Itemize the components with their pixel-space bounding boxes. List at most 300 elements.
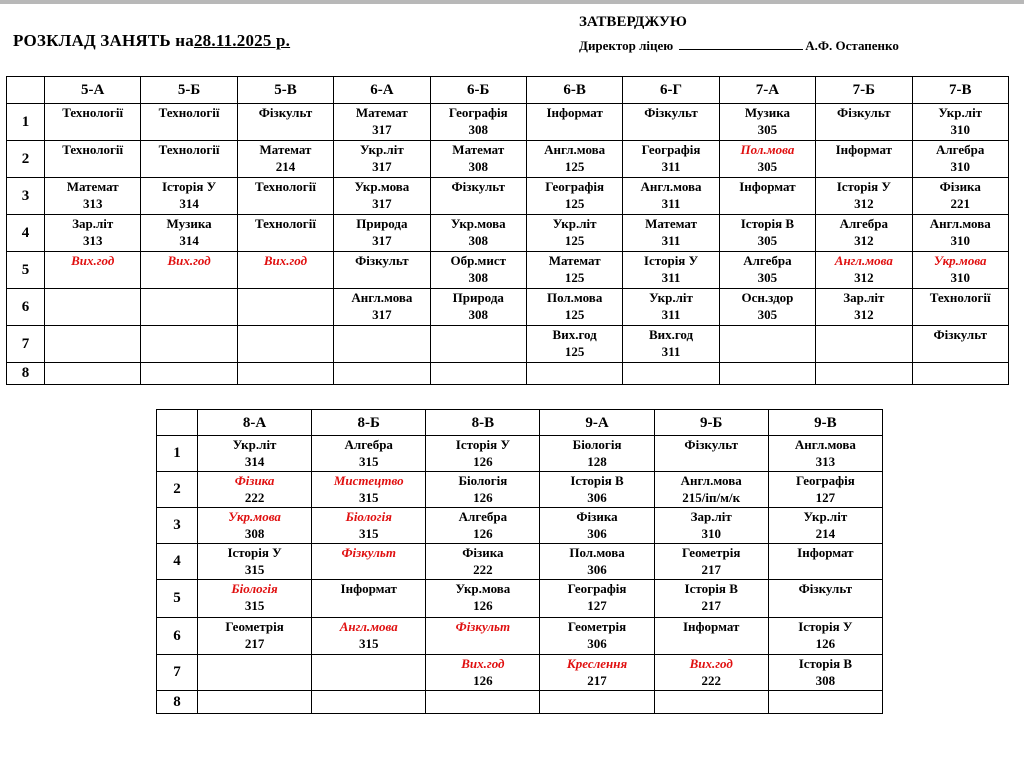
schedule-cell [45,141,141,178]
subject-name: Англ.мова [680,473,742,488]
subject-name: Укр.мова [933,253,987,268]
room-number: 125 [564,270,585,285]
subject-name: Природа [452,290,504,305]
schedule-cell [912,104,1008,141]
schedule-cell [141,104,237,141]
subject-name: Зар.літ [843,290,885,305]
subject-name: Історія В [570,473,624,488]
room-number: 125 [564,196,585,211]
room-number: 315 [358,526,379,541]
schedule-cell [198,618,312,655]
subject-name: Пол.мова [569,545,625,560]
schedule-cell [526,104,622,141]
room-number: 308 [468,307,488,322]
schedule-cell [141,289,237,326]
room-number: 126 [473,526,493,541]
room-number: 305 [757,122,778,137]
lesson-row [157,580,883,618]
room-number: 310 [950,159,970,174]
schedule-cell [45,326,141,363]
subject-name: Алгебра [936,142,985,157]
room-number: 308 [468,233,488,248]
subject-name: Алгебра [344,437,393,452]
subject-name: Вих.год [461,656,505,671]
subject-name: Вих.год [689,656,733,671]
lesson-row [7,104,1009,141]
schedule-cell [540,655,654,691]
subject-name: Англ.мова [544,142,606,157]
subject-name: Зар.літ [72,216,114,231]
schedule-cell [426,580,540,618]
schedule-cell [334,215,430,252]
schedule-cell [768,691,882,714]
subject-name: Пол.мова [546,290,603,305]
schedule-date: 28.11.2025 р. [193,31,291,50]
schedule-cell [312,655,426,691]
schedule-cell [198,436,312,472]
room-number: 128 [587,454,607,469]
room-number: 311 [661,270,681,285]
subject-name: Фізика [576,509,618,524]
schedule-table-grades-8-9 [156,409,883,714]
room-number: 126 [473,454,493,469]
room-number: 315 [358,636,379,651]
schedule-cell [654,472,768,508]
lesson-number: 4 [7,215,45,252]
lesson-number: 7 [157,655,198,691]
lesson-number: 6 [7,289,45,326]
room-number: 127 [587,598,607,613]
subject-name: Біологія [572,437,622,452]
schedule-cell [526,178,622,215]
subject-name: Вих.год [648,327,694,342]
room-number: 310 [950,270,970,285]
schedule-cell [426,544,540,580]
schedule-cell [430,215,526,252]
subject-name: Креслення [566,656,628,671]
subject-name: Історія У [798,619,853,634]
room-number: 308 [468,159,488,174]
subject-name: Історія У [161,179,217,194]
lesson-row [7,178,1009,215]
schedule-cell [430,363,526,385]
lesson-row [157,655,883,691]
subject-name: Зар.літ [690,509,732,524]
subject-name: Фізика [462,545,504,560]
schedule-cell [816,326,912,363]
schedule-cell [526,215,622,252]
room-number: 126 [473,490,493,505]
subject-name: Технології [255,216,316,231]
schedule-cell [912,326,1008,363]
lesson-number: 4 [157,544,198,580]
room-number: 315 [358,490,379,505]
schedule-cell [45,215,141,252]
room-number: 311 [661,307,681,322]
schedule-cell [198,544,312,580]
subject-name: Технології [929,290,991,305]
schedule-cell [912,363,1008,385]
class-header: 8-А [198,410,312,436]
schedule-cell [768,544,882,580]
room-number: 217 [244,636,265,651]
lesson-number: 3 [7,178,45,215]
schedule-cell [426,618,540,655]
subject-name: Англ.мова [640,179,702,194]
schedule-cell [623,141,719,178]
schedule-cell [654,436,768,472]
class-header: 6-А [334,77,430,104]
subject-name: Інформат [340,581,397,596]
subject-name: Інформат [835,142,893,157]
subject-name: Біологія [458,473,508,488]
lesson-number: 6 [157,618,198,655]
class-header: 7-Б [816,77,912,104]
lesson-row [7,141,1009,178]
subject-name: Геометрія [567,619,627,634]
room-number: 308 [815,673,836,688]
schedule-cell [719,289,815,326]
schedule-cell [540,472,654,508]
subject-name: Математ [259,142,312,157]
schedule-cell [237,104,333,141]
subject-name: Фізкульт [455,619,511,634]
class-header: 7-В [912,77,1008,104]
class-header: 6-Г [623,77,719,104]
subject-name: Фізкульт [684,437,738,452]
room-number: 125 [564,159,585,174]
schedule-cell [198,655,312,691]
schedule-cell [912,141,1008,178]
subject-name: Алгебра [743,253,792,268]
schedule-cell [526,252,622,289]
schedule-cell [430,104,526,141]
schedule-cell [334,289,430,326]
room-number: 217 [701,598,721,613]
subject-name: Історія В [684,581,738,596]
signature-blank [679,39,803,50]
schedule-cell [526,363,622,385]
room-number: 305 [757,233,778,248]
subject-name: Геометрія [682,545,741,560]
schedule-cell [198,508,312,544]
lesson-number: 2 [7,141,45,178]
room-number: 308 [468,270,488,285]
subject-name: Англ.мова [834,253,893,268]
schedule-cell [768,472,882,508]
schedule-cell [141,363,237,385]
subject-name: Алгебра [839,216,889,231]
subject-name: Географія [795,473,855,488]
room-number: 314 [179,233,199,248]
room-number: 126 [473,673,493,688]
room-number: 306 [587,526,607,541]
schedule-cell [334,363,430,385]
subject-name: Географія [641,142,701,157]
room-number: 125 [564,344,585,359]
subject-name: Інформат [546,105,603,120]
room-number: 214 [815,526,836,541]
lesson-number: 1 [7,104,45,141]
lesson-row [7,326,1009,363]
title-prefix: РОЗКЛАД ЗАНЯТЬ на [13,31,194,50]
lesson-row [157,544,883,580]
subject-name: Осн.здор [741,290,794,305]
lesson-number: 7 [7,326,45,363]
room-number: 215/іп/м/к [682,490,741,505]
subject-name: Фізкульт [933,327,987,342]
subject-name: Математ [645,216,697,231]
subject-name: Укр.мова [228,509,281,524]
room-number: 306 [587,490,607,505]
subject-name: Укр.мова [450,216,506,231]
schedule-cell [654,508,768,544]
schedule-cell [719,215,815,252]
class-header: 5-Б [141,77,237,104]
subject-name: Укр.мова [354,179,410,194]
schedule-cell [719,141,815,178]
schedule-cell [540,691,654,714]
class-header: 9-В [768,410,882,436]
subject-name: Фізкульт [355,253,409,268]
schedule-cell [430,178,526,215]
room-number: 310 [701,526,721,541]
approve-label: ЗАТВЕРДЖУЮ [579,14,687,30]
schedule-cell [312,472,426,508]
room-number: 315 [244,562,265,577]
schedule-cell [334,326,430,363]
subject-name: Технології [62,142,124,157]
subject-name: Історія У [227,545,282,560]
page-title [13,31,290,51]
schedule-cell [912,178,1008,215]
class-header: 9-Б [654,410,768,436]
room-number: 312 [854,233,874,248]
subject-name: Географія [567,581,627,596]
schedule-cell [312,436,426,472]
subject-name: Пол.мова [740,142,795,157]
schedule-cell [430,141,526,178]
room-number: 313 [82,196,103,211]
schedule-cell [198,580,312,618]
subject-name: Фізика [234,473,275,488]
schedule-cell [237,252,333,289]
schedule-cell [426,655,540,691]
subject-name: Інформат [739,179,796,194]
lesson-row [7,215,1009,252]
subject-name: Природа [356,216,408,231]
lesson-row [7,363,1009,385]
lesson-number: 3 [157,508,198,544]
room-number: 311 [661,233,681,248]
schedule-cell [312,508,426,544]
schedule-cell [912,215,1008,252]
lesson-number: 8 [157,691,198,714]
schedule-cell [540,580,654,618]
schedule-cell [719,252,815,289]
subject-name: Алгебра [458,509,508,524]
schedule-cell [719,363,815,385]
subject-name: Історія У [455,437,510,452]
subject-name: Математ [66,179,119,194]
schedule-cell [45,104,141,141]
subject-name: Технології [158,105,220,120]
subject-name: Історія В [740,216,795,231]
subject-name: Мистецтво [333,473,404,488]
schedule-cell [623,289,719,326]
lesson-row [157,618,883,655]
room-number: 221 [950,196,970,211]
schedule-cell [237,289,333,326]
room-number: 305 [757,307,778,322]
room-number: 317 [372,122,392,137]
schedule-cell [654,691,768,714]
room-number: 222 [473,562,493,577]
schedule-cell [540,436,654,472]
room-number: 317 [372,307,392,322]
schedule-cell [719,178,815,215]
subject-name: Укр.мова [455,581,511,596]
class-header: 8-В [426,410,540,436]
subject-name: Укр.літ [359,142,404,157]
room-number: 222 [244,490,265,505]
subject-name: Технології [255,179,316,194]
schedule-cell [237,215,333,252]
schedule-cell [816,363,912,385]
room-number: 314 [244,454,265,469]
schedule-cell [768,618,882,655]
room-number: 305 [757,270,778,285]
subject-name: Фізкульт [451,179,506,194]
schedule-cell [768,508,882,544]
schedule-cell [526,326,622,363]
director-label: Директор ліцею [579,38,674,53]
schedule-cell [45,363,141,385]
subject-name: Математ [355,105,408,120]
schedule-cell [334,178,430,215]
room-number: 312 [854,270,874,285]
schedule-cell [198,691,312,714]
schedule-cell [768,655,882,691]
subject-name: Обр.мист [450,253,507,268]
schedule-cell [426,691,540,714]
room-number: 311 [661,196,681,211]
room-number: 313 [82,233,103,248]
schedule-cell [540,508,654,544]
schedule-cell [623,363,719,385]
subject-name: Англ.мова [351,290,413,305]
room-number: 314 [179,196,199,211]
subject-name: Географія [545,179,605,194]
lesson-number: 2 [157,472,198,508]
lesson-row [157,691,883,714]
director-name: А.Ф. Остапенко [805,38,899,53]
schedule-cell [237,178,333,215]
director-signature-line [579,38,899,54]
schedule-cell [912,289,1008,326]
room-number: 315 [358,454,379,469]
subject-name: Біологія [345,509,392,524]
schedule-cell [719,326,815,363]
schedule-cell [654,655,768,691]
subject-name: Вих.год [167,253,211,268]
subject-name: Музика [744,105,790,120]
room-number: 306 [587,562,607,577]
subject-name: Укр.літ [232,437,277,452]
schedule-cell [334,252,430,289]
class-header: 8-Б [312,410,426,436]
schedule-cell [45,178,141,215]
schedule-cell [426,472,540,508]
schedule-cell [623,326,719,363]
schedule-cell [312,618,426,655]
lesson-row [7,289,1009,326]
schedule-cell [237,363,333,385]
schedule-cell [334,104,430,141]
schedule-cell [526,141,622,178]
subject-name: Фізкульт [258,105,313,120]
subject-name: Технології [158,142,220,157]
schedule-cell [654,618,768,655]
schedule-cell [816,252,912,289]
schedule-cell [768,580,882,618]
subject-name: Англ.мова [339,619,398,634]
top-border [0,0,1024,4]
schedule-cell [623,104,719,141]
class-header: 5-А [45,77,141,104]
schedule-cell [237,326,333,363]
schedule-cell [141,252,237,289]
schedule-cell [816,289,912,326]
subject-name: Фізкульт [341,545,396,560]
schedule-cell [430,326,526,363]
schedule-cell [816,141,912,178]
schedule-cell [654,580,768,618]
subject-name: Англ.мова [929,216,991,231]
room-number: 217 [587,673,607,688]
lesson-row [7,252,1009,289]
corner-cell [157,410,198,436]
room-number: 306 [587,636,607,651]
subject-name: Укр.літ [803,509,848,524]
schedule-cell [526,289,622,326]
subject-name: Інформат [683,619,740,634]
schedule-cell [816,104,912,141]
schedule-cell [654,544,768,580]
room-number: 317 [372,196,392,211]
schedule-cell [334,141,430,178]
room-number: 310 [950,122,970,137]
corner-cell [7,77,45,104]
lesson-number: 8 [7,363,45,385]
subject-name: Укр.літ [938,105,983,120]
room-number: 217 [701,562,721,577]
class-header: 6-В [526,77,622,104]
lesson-row [157,508,883,544]
schedule-cell [426,508,540,544]
room-number: 311 [661,159,681,174]
schedule-cell [237,141,333,178]
schedule-cell [141,215,237,252]
schedule-cell [141,178,237,215]
schedule-cell [312,691,426,714]
header-row [157,410,883,436]
lesson-row [157,472,883,508]
subject-name: Фізкульт [798,581,853,596]
schedule-cell [912,252,1008,289]
subject-name: Фізкульт [644,105,698,120]
room-number: 125 [564,307,585,322]
